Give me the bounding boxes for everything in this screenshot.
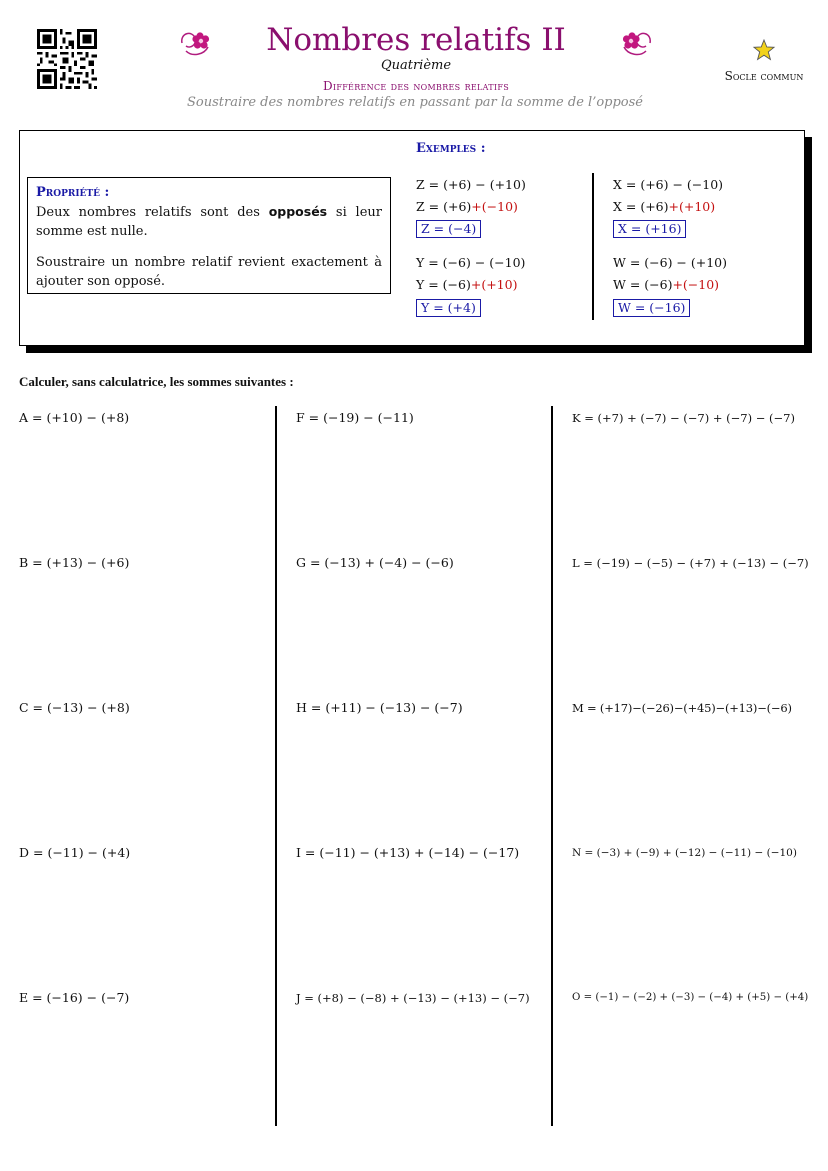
flower-ornament-right-icon [620,27,654,57]
example-y-line1: Y = (−6) − (−10) [416,255,526,270]
exercise-instruction: Calculer, sans calculatrice, les sommes suivantes : [19,374,294,389]
property-text-part: Deux nombres relatifs sont des [36,205,269,220]
example-opposite-term: +(+10) [668,199,716,214]
grade-level: Quatrième [380,58,452,73]
objective: Soustraire des nombres relatifs en passant par la somme de l’opposé [187,95,643,110]
star-icon [752,39,776,61]
flower-ornament-left-icon [178,27,212,57]
exercise-j: J = (+8) − (−8) + (−13) − (+13) − (−7) [296,991,530,1005]
exercise-i: I = (−11) − (+13) + (−14) − (−17) [296,845,520,860]
examples-separator [592,173,594,320]
section-title: Différence des nombres relatifs [322,79,510,93]
example-y-line2 [416,277,517,293]
exercise-c: C = (−13) − (+8) [19,700,130,715]
property-title: Propriété : [36,185,110,200]
page-title: Nombres relatifs II [266,22,566,58]
example-opposite-term: +(−10) [471,199,518,214]
exercise-h: H = (+11) − (−13) − (−7) [296,700,463,715]
exercise-o: O = (−1) − (−2) + (−3) − (−4) + (+5) − (+4) [572,992,809,1003]
example-x-line1: X = (+6) − (−10) [613,177,724,192]
example-opposite-term: +(+10) [470,277,518,292]
example-w-line2 [613,277,719,293]
qr-code [37,29,97,89]
property-text-part: si leur somme est nulle. [36,205,382,239]
example-term: Z = (+6) [416,199,472,214]
example-term: Y = (−6) [416,277,471,292]
example-term: X = (+6) [613,199,669,214]
property-box [27,177,391,294]
exercise-m: M = (+17)−(−26)−(+45)−(+13)−(−6) [572,701,792,715]
column-separator-2 [551,406,553,1126]
exercise-n: N = (−3) + (−9) + (−12) − (−11) − (−10) [572,847,797,859]
example-z-result: Z = (−4) [416,220,481,238]
exercise-g: G = (−13) + (−4) − (−6) [296,555,454,570]
exercise-e: E = (−16) − (−7) [19,990,130,1005]
example-z-line1: Z = (+6) − (+10) [416,177,526,192]
example-y-result: Y = (+4) [416,299,481,317]
exercise-d: D = (−11) − (+4) [19,845,131,860]
property-bold-word: opposés [268,204,328,219]
examples-title: Exemples : [416,141,486,156]
example-w-line1: W = (−6) − (+10) [613,255,728,270]
property-text-opposes [36,202,382,241]
exercise-l: L = (−19) − (−5) − (+7) + (−13) − (−7) [572,556,809,570]
column-separator-1 [275,406,277,1126]
exercise-b: B = (+13) − (+6) [19,555,130,570]
socle-commun-label: Socle commun [724,69,804,83]
example-z-line2 [416,199,518,215]
property-text-subtraction: Soustraire un nombre relatif revient exactement à ajouter son opposé. [36,255,382,289]
example-x-line2 [613,199,715,215]
example-x-result: X = (+16) [613,220,686,238]
example-term: W = (−6) [613,277,673,292]
exercise-f: F = (−19) − (−11) [296,410,414,425]
exercise-a: A = (+10) − (+8) [19,410,130,425]
exercise-k: K = (+7) + (−7) − (−7) + (−7) − (−7) [572,411,795,425]
example-opposite-term: +(−10) [672,277,720,292]
example-w-result: W = (−16) [613,299,690,317]
